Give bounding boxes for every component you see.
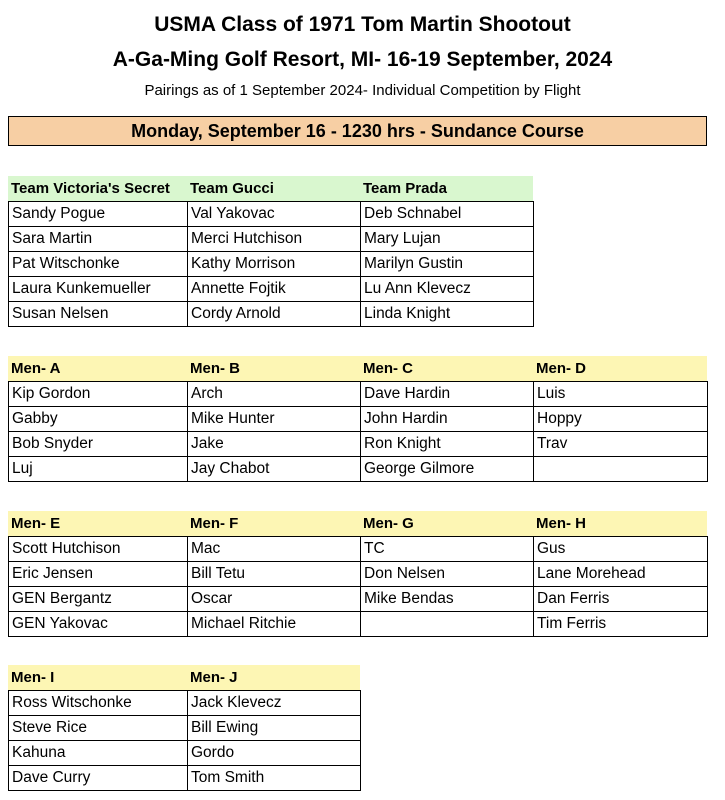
flight-name: Men- F <box>190 515 239 532</box>
table-row <box>9 612 708 637</box>
flight-name: Men- C <box>363 360 413 377</box>
player-cell: Kip Gordon <box>9 382 188 407</box>
table-row <box>9 302 534 327</box>
table-row <box>9 457 708 482</box>
player-cell: Lane Morehead <box>534 562 708 587</box>
player-cell: Mike Hunter <box>188 407 361 432</box>
flight-name: Men- D <box>536 360 586 377</box>
player-cell: Luis <box>534 382 708 407</box>
player-cell: Mary Lujan <box>361 227 534 252</box>
flight-header-row <box>8 356 707 381</box>
table-row <box>9 202 534 227</box>
flight-name: Men- J <box>190 669 238 686</box>
event-location-dates: A-Ga-Ming Golf Resort, MI- 16-19 September, 2024 <box>112 48 613 71</box>
pairings-table <box>8 536 708 637</box>
table-row <box>9 537 708 562</box>
player-cell: George Gilmore <box>361 457 534 482</box>
player-cell: Lu Ann Klevecz <box>361 277 534 302</box>
table-row <box>9 432 708 457</box>
player-cell: Jack Klevecz <box>188 691 361 716</box>
table-row <box>9 227 534 252</box>
player-cell: Ross Witschonke <box>9 691 188 716</box>
player-cell: Scott Hutchison <box>9 537 188 562</box>
table-row <box>9 562 708 587</box>
flight-name: Men- A <box>11 360 61 377</box>
player-cell: Bill Ewing <box>188 716 361 741</box>
flight-name: Team Victoria's Secret <box>11 180 170 197</box>
pairings-table <box>8 381 708 482</box>
player-cell: Sandy Pogue <box>9 202 188 227</box>
player-cell: Kathy Morrison <box>188 252 361 277</box>
flight-name: Men- B <box>190 360 240 377</box>
flight-name: Men- H <box>536 515 586 532</box>
player-cell: John Hardin <box>361 407 534 432</box>
player-cell: Dave Curry <box>9 766 188 791</box>
player-cell: Gordo <box>188 741 361 766</box>
player-cell: Sara Martin <box>9 227 188 252</box>
flight-header-row <box>8 176 533 201</box>
day-banner: Monday, September 16 - 1230 hrs - Sundance Course <box>8 116 707 146</box>
player-cell: Tom Smith <box>188 766 361 791</box>
player-cell: Laura Kunkemueller <box>9 277 188 302</box>
flight-header-row <box>8 511 707 536</box>
player-cell: Susan Nelsen <box>9 302 188 327</box>
player-cell: Pat Witschonke <box>9 252 188 277</box>
player-cell: Cordy Arnold <box>188 302 361 327</box>
table-row <box>9 691 361 716</box>
pairings-table <box>8 690 361 791</box>
player-cell <box>361 612 534 637</box>
player-cell: Val Yakovac <box>188 202 361 227</box>
player-cell: Hoppy <box>534 407 708 432</box>
document-subtitle: Pairings as of 1 September 2024- Individual Competition by Flight <box>144 82 581 99</box>
document-title: USMA Class of 1971 Tom Martin Shootout <box>154 13 571 36</box>
table-row <box>9 277 534 302</box>
player-cell: Gus <box>534 537 708 562</box>
player-cell: Deb Schnabel <box>361 202 534 227</box>
flight-name: Men- E <box>11 515 61 532</box>
player-cell: Arch <box>188 382 361 407</box>
flight-name: Team Prada <box>363 180 447 197</box>
table-row <box>9 741 361 766</box>
player-cell: Tim Ferris <box>534 612 708 637</box>
flight-name: Men- I <box>11 669 55 686</box>
player-cell: Luj <box>9 457 188 482</box>
player-cell: Oscar <box>188 587 361 612</box>
player-cell: Don Nelsen <box>361 562 534 587</box>
flight-name: Team Gucci <box>190 180 274 197</box>
player-cell: Kahuna <box>9 741 188 766</box>
table-row <box>9 382 708 407</box>
player-cell: Michael Ritchie <box>188 612 361 637</box>
table-row <box>9 407 708 432</box>
player-cell: Eric Jensen <box>9 562 188 587</box>
player-cell: Mike Bendas <box>361 587 534 612</box>
player-cell: Mac <box>188 537 361 562</box>
table-row <box>9 766 361 791</box>
player-cell: Bob Snyder <box>9 432 188 457</box>
player-cell: GEN Yakovac <box>9 612 188 637</box>
player-cell: Jay Chabot <box>188 457 361 482</box>
table-row <box>9 252 534 277</box>
flight-header-row <box>8 665 360 690</box>
player-cell: Jake <box>188 432 361 457</box>
player-cell: Gabby <box>9 407 188 432</box>
table-row <box>9 587 708 612</box>
player-cell: Dan Ferris <box>534 587 708 612</box>
player-cell: Annette Fojtik <box>188 277 361 302</box>
player-cell: Dave Hardin <box>361 382 534 407</box>
player-cell: Bill Tetu <box>188 562 361 587</box>
player-cell: TC <box>361 537 534 562</box>
pairings-table <box>8 201 534 327</box>
player-cell: GEN Bergantz <box>9 587 188 612</box>
player-cell: Trav <box>534 432 708 457</box>
player-cell: Merci Hutchison <box>188 227 361 252</box>
player-cell: Linda Knight <box>361 302 534 327</box>
player-cell: Marilyn Gustin <box>361 252 534 277</box>
player-cell <box>534 457 708 482</box>
player-cell: Steve Rice <box>9 716 188 741</box>
table-row <box>9 716 361 741</box>
player-cell: Ron Knight <box>361 432 534 457</box>
flight-name: Men- G <box>363 515 414 532</box>
